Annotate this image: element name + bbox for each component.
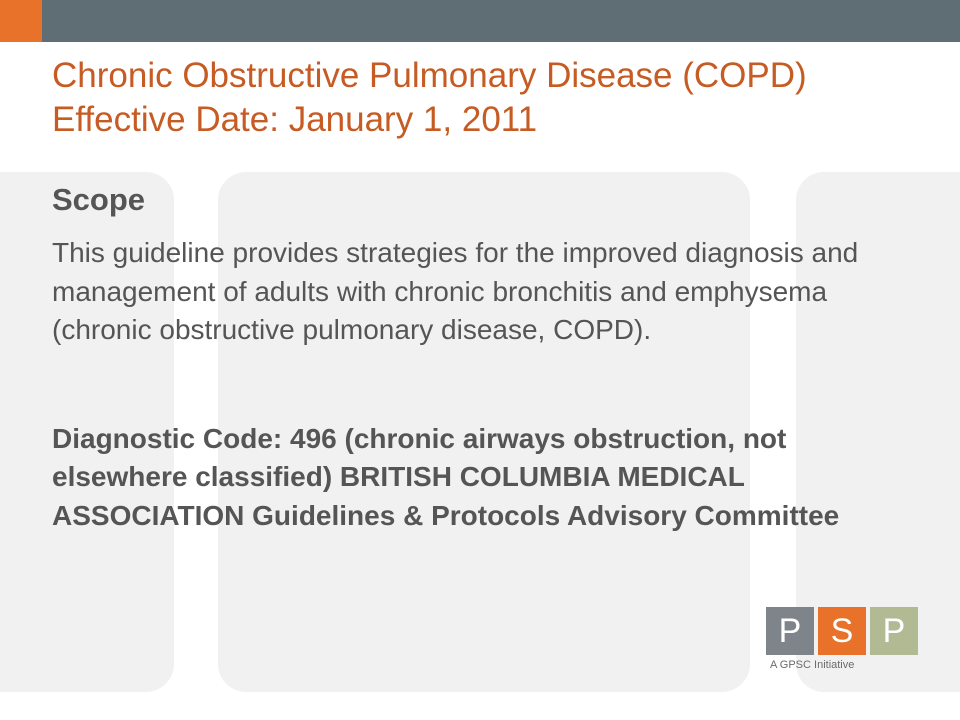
diagnostic-code-paragraph: Diagnostic Code: 496 (chronic airways obstruction, not elsewhere classified) BRITISH COLUMBIA MEDICAL ASSOCIATION Guidelines & Protocols Advisory Committee bbox=[52, 422, 840, 531]
slide-title: Chronic Obstructive Pulmonary Disease (COPD) Effective Date: January 1, 2011 bbox=[52, 56, 807, 139]
logo-letter-p1: P bbox=[766, 607, 814, 655]
logo-letter-s: S bbox=[818, 607, 866, 655]
top-bar bbox=[0, 0, 960, 42]
slide-content bbox=[52, 180, 922, 535]
scope-paragraph: This guideline provides strategies for the improved diagnosis and management of adults with chronic bronchitis and emphysema (chronic obstructive pulmonary disease, COPD). bbox=[52, 237, 859, 345]
scope-heading: Scope bbox=[52, 182, 146, 217]
logo-tagline: A GPSC Initiative bbox=[770, 659, 855, 671]
accent-square bbox=[0, 0, 42, 42]
logo-letters bbox=[766, 607, 926, 655]
psp-logo bbox=[766, 607, 926, 677]
logo-letter-p2: P bbox=[870, 607, 918, 655]
